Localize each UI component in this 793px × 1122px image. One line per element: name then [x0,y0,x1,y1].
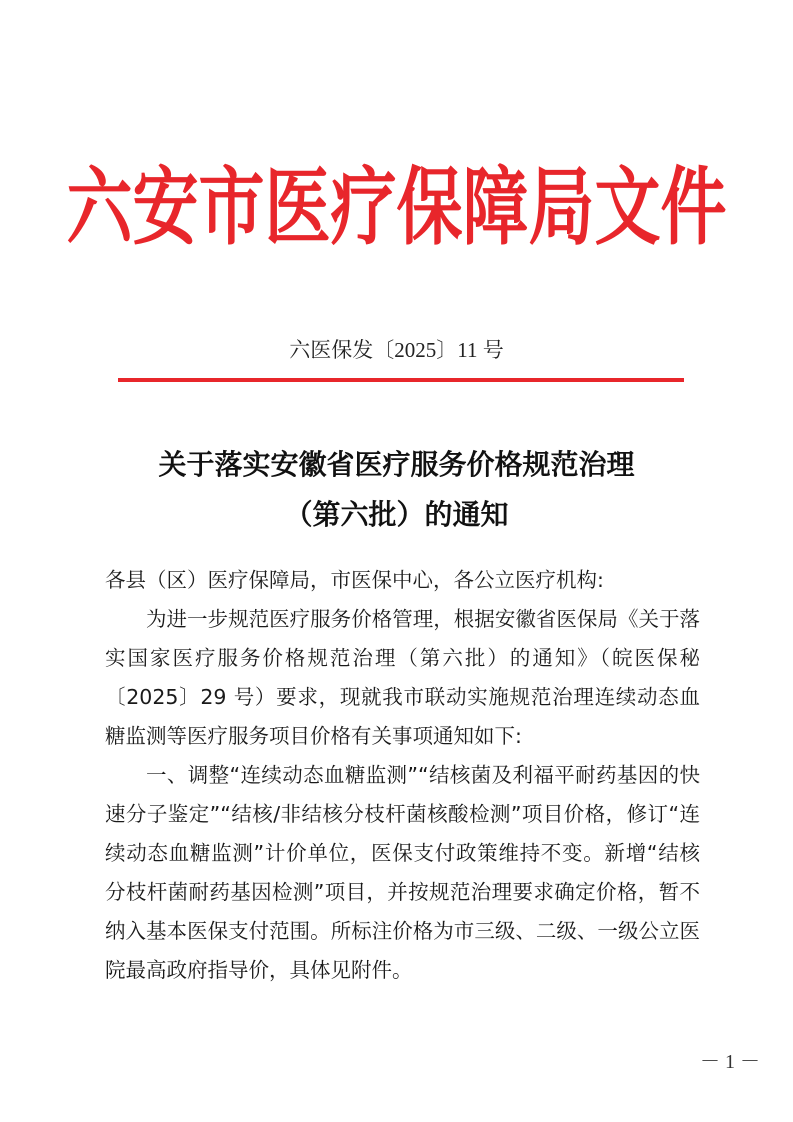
document-title-line-1: 关于落实安徽省医疗服务价格规范治理 [158,448,635,481]
issuing-authority-title: 六安市医疗保障局文件 [66,156,727,257]
document-title-line-2: （第六批）的通知 [284,498,509,531]
body-paragraph-1: 为进一步规范医疗服务价格管理，根据安徽省医保局《关于落实国家医疗服务价格规范治理（第六批）的通知》（皖医保秘〔2025〕29 号）要求，现就我市联动实施规范治理连续动态血糖监测等医疗服务项目价格有关事项通知如下: [105,607,700,748]
document-number: 六医保发〔2025〕11 号 [289,338,504,362]
body-paragraph-2: 一、调整“连续动态血糖监测”“结核菌及利福平耐药基因的快速分子鉴定”“结核/非结核分枝杆菌核酸检测”项目价格，修订“连续动态血糖监测”计价单位，医保支付政策维持不变。新增“结核分枝杆菌耐药基因检测”项目，并按规范治理要求确定价格，暂不纳入基本医保支付范围。所标注价格为市三级、二级、一级公立医院最高政府指导价，具体见附件。 [105,763,700,982]
document-body [105,561,700,990]
salutation: 各县（区）医疗保障局，市医保中心，各公立医疗机构: [105,568,604,592]
page-number: － 1 － [700,1051,760,1073]
document-title [0,440,793,540]
red-divider-line [118,378,684,382]
document-header [0,150,793,265]
